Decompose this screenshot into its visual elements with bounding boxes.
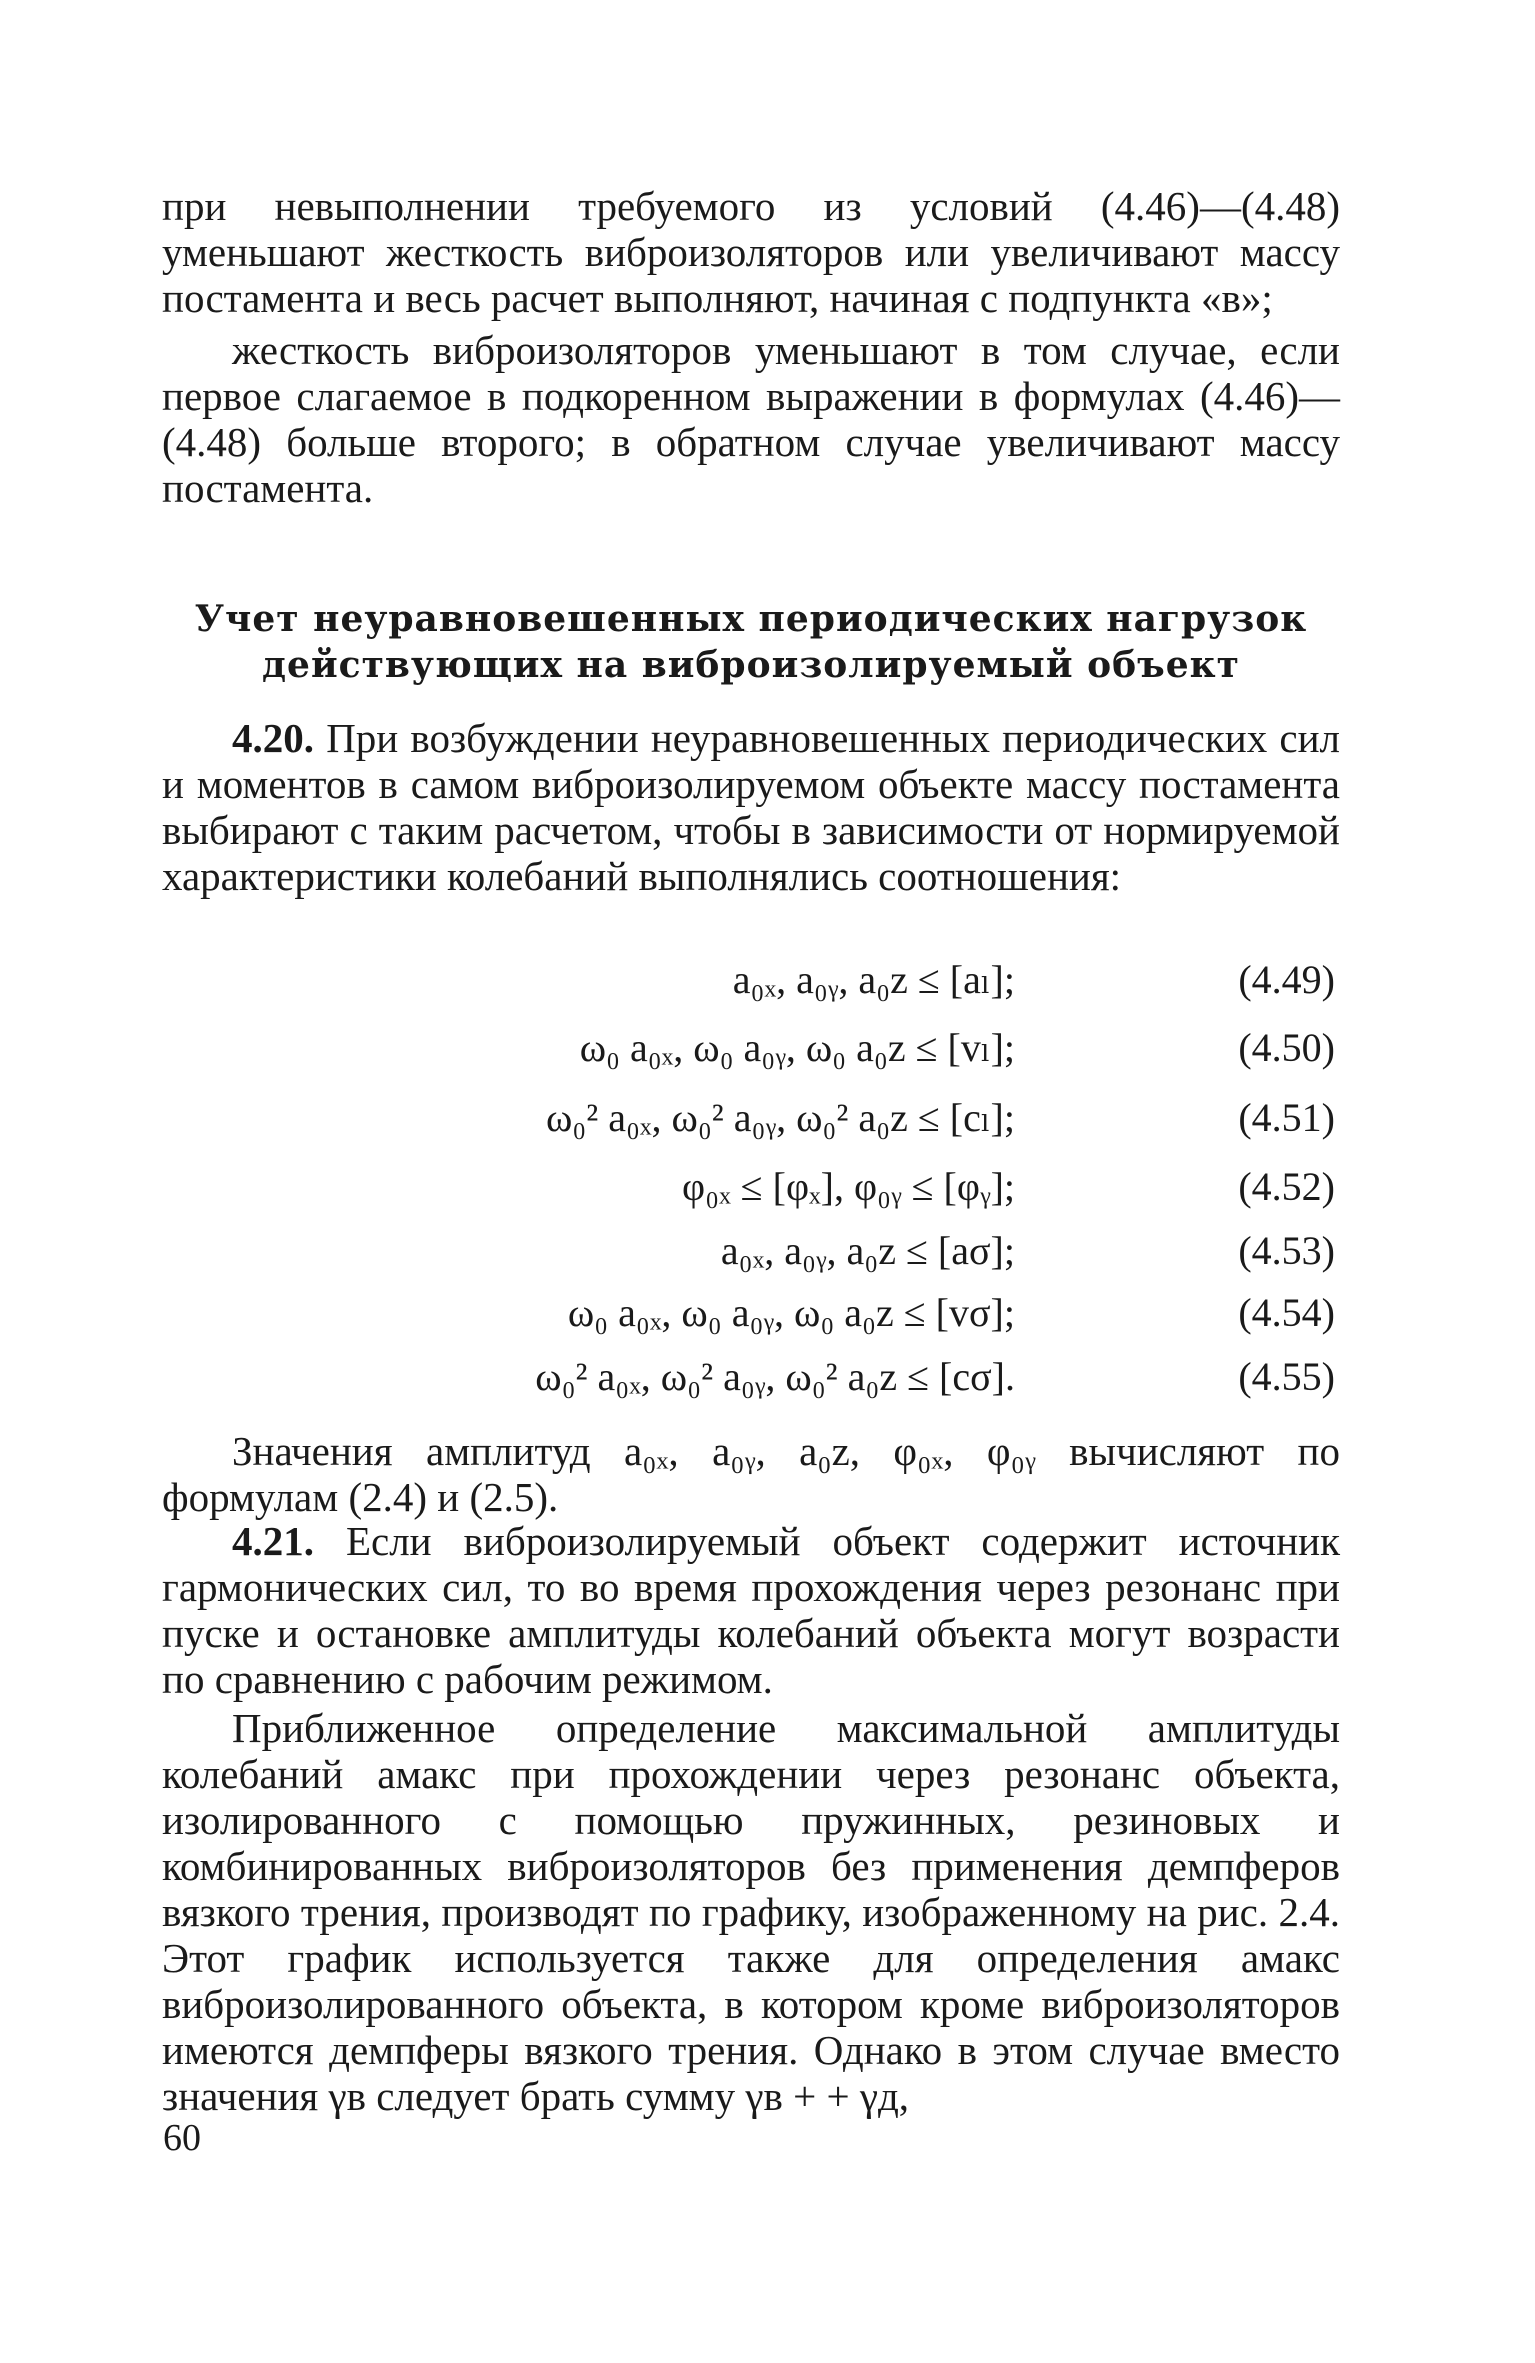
section-heading-line-1: Учет неуравновешенных периодических нагрузок — [194, 598, 1308, 640]
paragraph-4-20 — [162, 715, 1340, 899]
equation-4-49: a₀ₓ, a₀ᵧ, a₀z ≤ [aₗ]; — [732, 957, 1015, 1002]
equation-tag-4-50: (4.50) — [1238, 1025, 1335, 1070]
equation-tag-4-49: (4.49) — [1238, 957, 1335, 1002]
equation-tag-4-55: (4.55) — [1238, 1354, 1335, 1399]
equation-tag-4-52: (4.52) — [1238, 1164, 1335, 1209]
paragraph-4-21 — [162, 1518, 1340, 1702]
equation-4-54: ω₀ a₀ₓ, ω₀ a₀ᵧ, ω₀ a₀z ≤ [vσ]; — [567, 1290, 1015, 1335]
equation-4-52: φ₀ₓ ≤ [φₓ], φ₀ᵧ ≤ [φᵧ]; — [682, 1164, 1015, 1209]
equation-4-53: a₀ₓ, a₀ᵧ, a₀z ≤ [aσ]; — [720, 1228, 1015, 1273]
equation-4-51: ω₀² a₀ₓ, ω₀² a₀ᵧ, ω₀² a₀z ≤ [cₗ]; — [545, 1095, 1015, 1140]
equation-tag-4-53: (4.53) — [1238, 1228, 1335, 1273]
paragraph-intro: при невыполнении требуемого из условий (4.46)—(4.48) уменьшают жесткость виброизоляторов или увеличивают массу постамента и весь расчет выполняют, начиная с подпункта «в»; — [162, 183, 1340, 321]
equation-tag-4-51: (4.51) — [1238, 1095, 1335, 1140]
equation-4-55: ω₀² a₀ₓ, ω₀² a₀ᵧ, ω₀² a₀z ≤ [cσ]. — [535, 1354, 1015, 1399]
section-text-4-20: При возбуждении неуравновешенных периодических сил и моментов в самом виброизолируемом объекте массу постамента выбирают с таким расчетом, чтобы в зависимости от нормируемой характеристики колебаний выполнялись соотношения: — [162, 715, 1341, 899]
page-number: 60 — [163, 2117, 201, 2159]
equation-4-50: ω₀ a₀ₓ, ω₀ a₀ᵧ, ω₀ a₀z ≤ [vₗ]; — [579, 1025, 1015, 1070]
equation-tag-4-54: (4.54) — [1238, 1290, 1335, 1335]
section-number-4-21: 4.21. — [232, 1518, 314, 1564]
paragraph-approximate: Приближенное определение максимальной амплитуды колебаний aмакс при прохождении через резонанс объекта, изолированного с помощью пружинных, резиновых и комбинированных виброизоляторов без применения демпферов вязкого трения, производят по графику, изображенному на рис. 2.4. Этот график используется также для определения aмакс виброизолированного объекта, в котором кроме виброизоляторов имеются демпферы вязкого трения. Однако в этом случае вместо значения γв следует брать сумму γв + + γд, — [162, 1705, 1340, 2119]
paragraph-stiffness: жесткость виброизоляторов уменьшают в том случае, если первое слагаемое в подкоренном выражении в формулах (4.46)—(4.48) больше второго; в обратном случае увеличивают массу постамента. — [162, 327, 1340, 511]
section-number-4-20: 4.20. — [232, 715, 314, 761]
section-text-4-21: Если виброизолируемый объект содержит источник гармонических сил, то во время прохождения через резонанс при пуске и остановке амплитуды колебаний объекта могут возрасти по сравнению с рабочим режимом. — [162, 1518, 1341, 1702]
paragraph-amplitudes: Значения амплитуд a₀ₓ, a₀ᵧ, a₀z, φ₀ₓ, φ₀ᵧ вычисляют по формулам (2.4) и (2.5). — [162, 1428, 1340, 1520]
section-heading-line-2: действующих на виброизолируемый объект — [262, 644, 1240, 686]
